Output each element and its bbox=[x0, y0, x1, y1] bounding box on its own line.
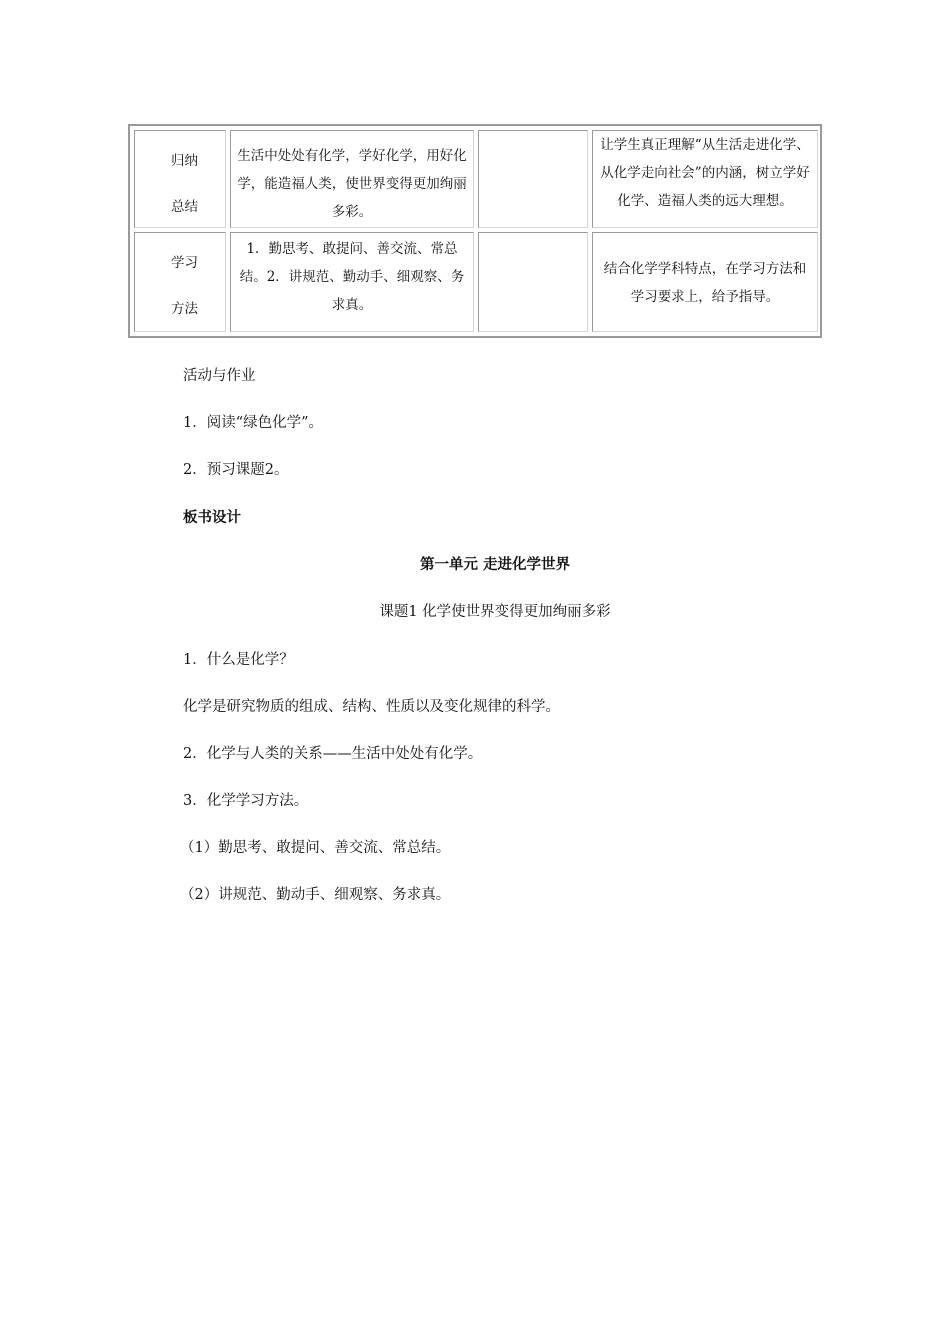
unit-title: 第一单元 走进化学世界 bbox=[419, 556, 571, 573]
lesson-table bbox=[128, 124, 822, 338]
method-item-1: （1）勤思考、敢提问、善交流、常总结。 bbox=[180, 840, 451, 856]
row1-intent: 让学生真正理解“从生活走进化学、从化学走向社会”的内涵，树立学好化学、造福人类的远大理想。 bbox=[600, 137, 810, 209]
activity-item-1: 1．阅读“绿色化学”。 bbox=[183, 415, 324, 431]
row1-activity-cell bbox=[478, 130, 588, 228]
row2-intent: 结合化学学科特点，在学习方法和学习要求上，给予指导。 bbox=[603, 261, 807, 305]
question-3: 3．化学学习方法。 bbox=[183, 793, 309, 809]
row2-label-line2: 方法 bbox=[171, 301, 198, 317]
row1-content: 生活中处处有化学，学好化学，用好化学，能造福人类，使世界变得更加绚丽多彩。 bbox=[237, 148, 467, 220]
board-heading: 板书设计 bbox=[183, 509, 241, 526]
row2-label-line1: 学习 bbox=[171, 255, 198, 271]
row1-label-line2: 总结 bbox=[171, 199, 198, 215]
activities-heading: 活动与作业 bbox=[183, 368, 256, 384]
question-1-answer: 化学是研究物质的组成、结构、性质以及变化规律的科学。 bbox=[183, 699, 560, 715]
activity-item-2: 2．预习课题2。 bbox=[183, 462, 289, 478]
row1-label-cell bbox=[134, 130, 226, 228]
row1-intent-cell bbox=[592, 130, 818, 228]
question-1: 1．什么是化学？ bbox=[183, 652, 294, 668]
row1-content-cell bbox=[230, 130, 474, 228]
row1-label-line1: 归纳 bbox=[171, 153, 198, 169]
row2-activity-cell bbox=[478, 232, 588, 332]
row2-content: 1．勤思考、敢提问、善交流、常总结。2．讲规范、勤动手、细观察、务求真。 bbox=[239, 241, 465, 313]
row2-label-cell bbox=[134, 232, 226, 332]
question-2: 2．化学与人类的关系——生活中处处有化学。 bbox=[183, 746, 483, 762]
lesson-title: 课题1 化学使世界变得更加绚丽多彩 bbox=[379, 604, 611, 620]
method-item-2: （2）讲规范、勤动手、细观察、务求真。 bbox=[180, 887, 451, 903]
row2-content-cell bbox=[230, 232, 474, 332]
row2-intent-cell bbox=[592, 232, 818, 332]
